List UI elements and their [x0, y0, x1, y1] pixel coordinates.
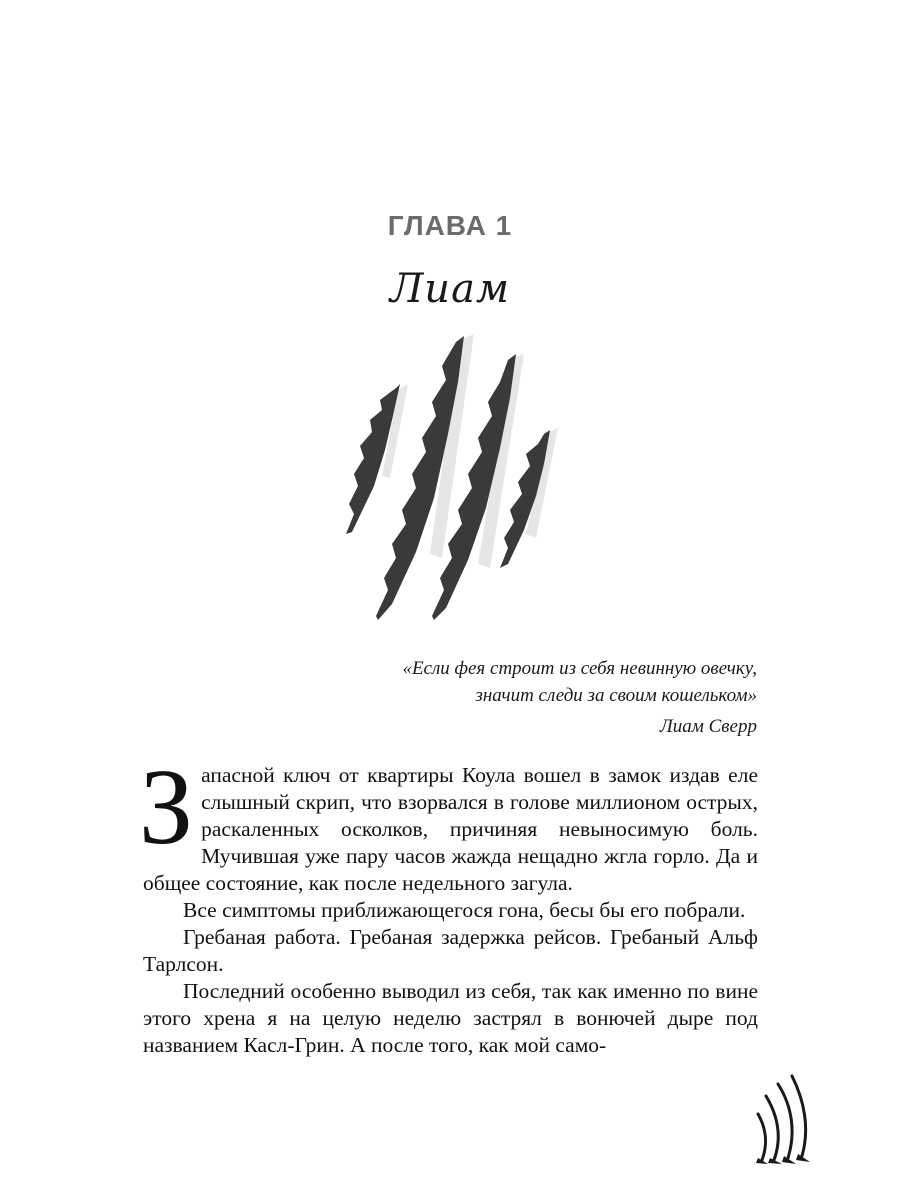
drop-cap: З	[139, 748, 194, 867]
epigraph-line: значит следи за своим кошельком»	[475, 685, 757, 706]
chapter-body	[139, 748, 758, 1059]
paragraph: Гребаная работа. Гребаная задержка рейсов. Гребаный Альф Тарлсон.	[143, 925, 758, 976]
epigraph-author: Лиам Сверр	[659, 716, 757, 737]
chapter-title: ГЛАВА 1	[387, 210, 513, 241]
paragraph-text: апасной ключ от квартиры Коула вошел в замок издав еле слышный скрип, что взорвался в голове миллионом острых, раскаленных осколков, причиняя невыносимую боль. Мучившая уже пару часов жажда нещадно жгла горло. Да и общее состояние, как после недельного загула.	[143, 763, 758, 895]
corner-claw-icon	[752, 1070, 822, 1165]
claw-marks-icon	[330, 328, 570, 628]
epigraph	[402, 655, 757, 740]
chapter-subtitle: Лиам	[389, 266, 511, 312]
paragraph: Все симптомы приближающегося гона, бесы бы его побрали.	[183, 898, 746, 922]
paragraph: Последний особенно выводил из себя, так как именно по вине этого хрена я на целую неделю застрял в вонючей дыре под названием Касл-Грин. А после того, как мой само-	[143, 979, 758, 1057]
paragraph	[139, 748, 758, 897]
epigraph-line: «Если фея строит из себя невинную овечку,	[402, 658, 757, 679]
